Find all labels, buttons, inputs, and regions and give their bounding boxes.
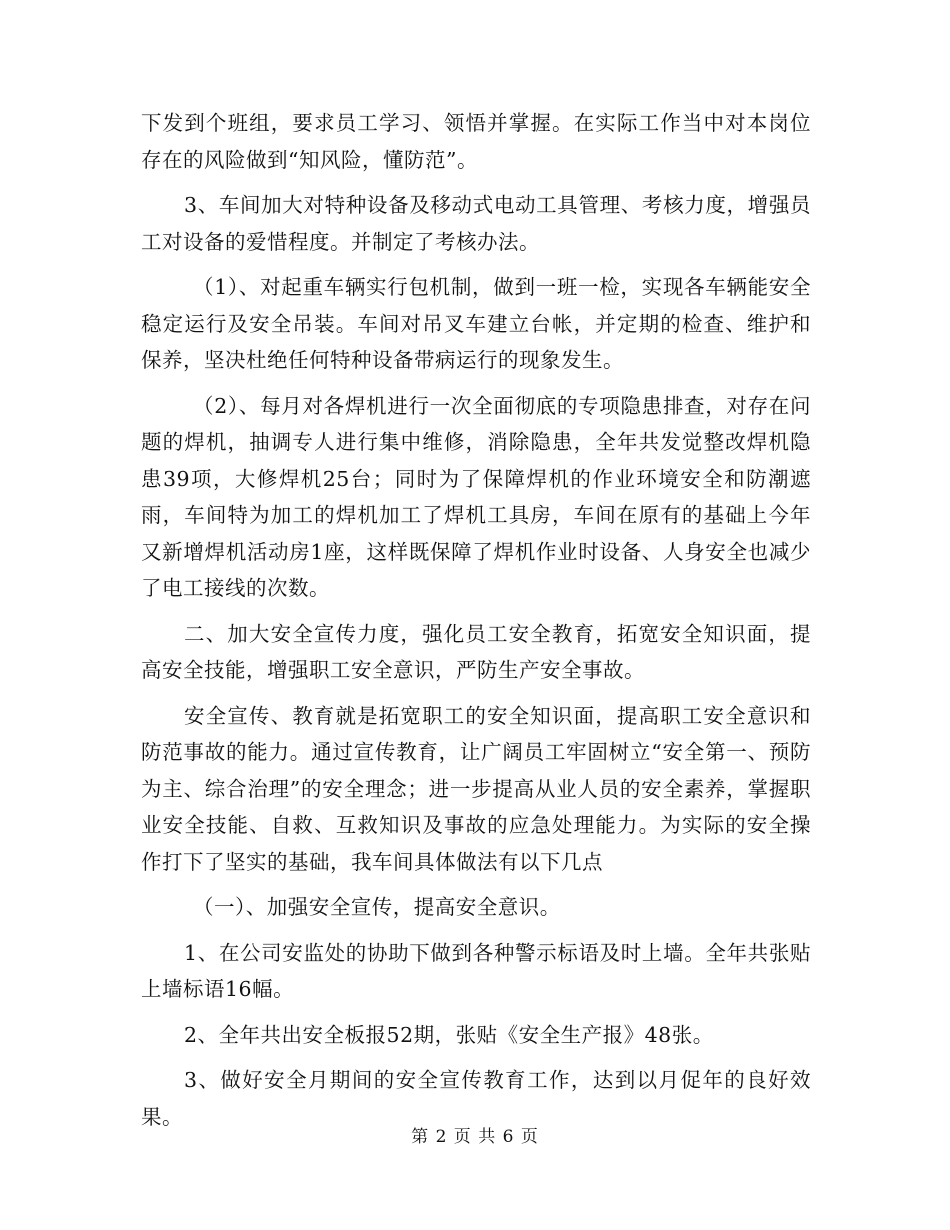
paragraph-subitem-1: （1）、对起重车辆实行包机制，做到一班一检，实现各车辆能安全稳定运行及安全吊装。车间对吊叉车建立台帐，并定期的检查、维护和保养，坚决杜绝任何特种设备带病运行的现象发生。 xyxy=(141,275,811,372)
paragraph-subitem-2: （2）、每月对各焊机进行一次全面彻底的专项隐患排查，对存在问题的焊机，抽调专人进行集中维修，消除隐患，全年共发觉整改焊机隐患39项，大修焊机25台；同时为了保障焊机的作业环境安全和防潮遮雨，车间特为加工的焊机加工了焊机工具房，车间在原有的基础上今年又新增焊机活动房1座，这样既保障了焊机作业时设备、人身安全也减少了电工接线的次数。 xyxy=(141,393,811,600)
page-footer xyxy=(0,1122,950,1147)
list-item-3: 3、做好安全月期间的安全宣传教育工作，达到以月促年的良好效果。 xyxy=(141,1068,811,1129)
paragraph-safety-education: 安全宣传、教育就是拓宽职工的安全知识面，提高职工安全意识和防范事故的能力。通过宣传教育，让广阔员工牢固树立“安全第一、预防为主、综合治理”的安全理念；进一步提高从业人员的安全素养，掌握职业安全技能、自救、互救知识及事故的应急处理能力。为实际的安全操作打下了坚实的基础，我车间具体做法有以下几点 xyxy=(141,703,811,874)
document-body xyxy=(141,105,811,1144)
subsection-heading-1: （一）、加强安全宣传，提高安全意识。 xyxy=(193,895,561,919)
list-item-2: 2、全年共出安全板报52期，张贴《安全生产报》48张。 xyxy=(184,1022,714,1047)
paragraph-item-3: 3、车间加大对特种设备及移动式电动工具管理、考核力度，增强员工对设备的爱惜程度。并制定了考核办法。 xyxy=(141,193,811,254)
list-item-1: 1、在公司安监处的协助下做到各种警示标语及时上墙。全年共张贴上墙标语16幅。 xyxy=(141,940,811,1001)
section-heading-2: 二、加大安全宣传力度，强化员工安全教育，拓宽安全知识面，提高安全技能，增强职工安全意识，严防生产安全事故。 xyxy=(141,621,811,682)
paragraph-continuation: 下发到个班组，要求员工学习、领悟并掌握。在实际工作当中对本岗位存在的风险做到“知风险，懂防范”。 xyxy=(141,111,811,172)
page-number-label: 第 2 页 共 6 页 xyxy=(411,1127,539,1147)
